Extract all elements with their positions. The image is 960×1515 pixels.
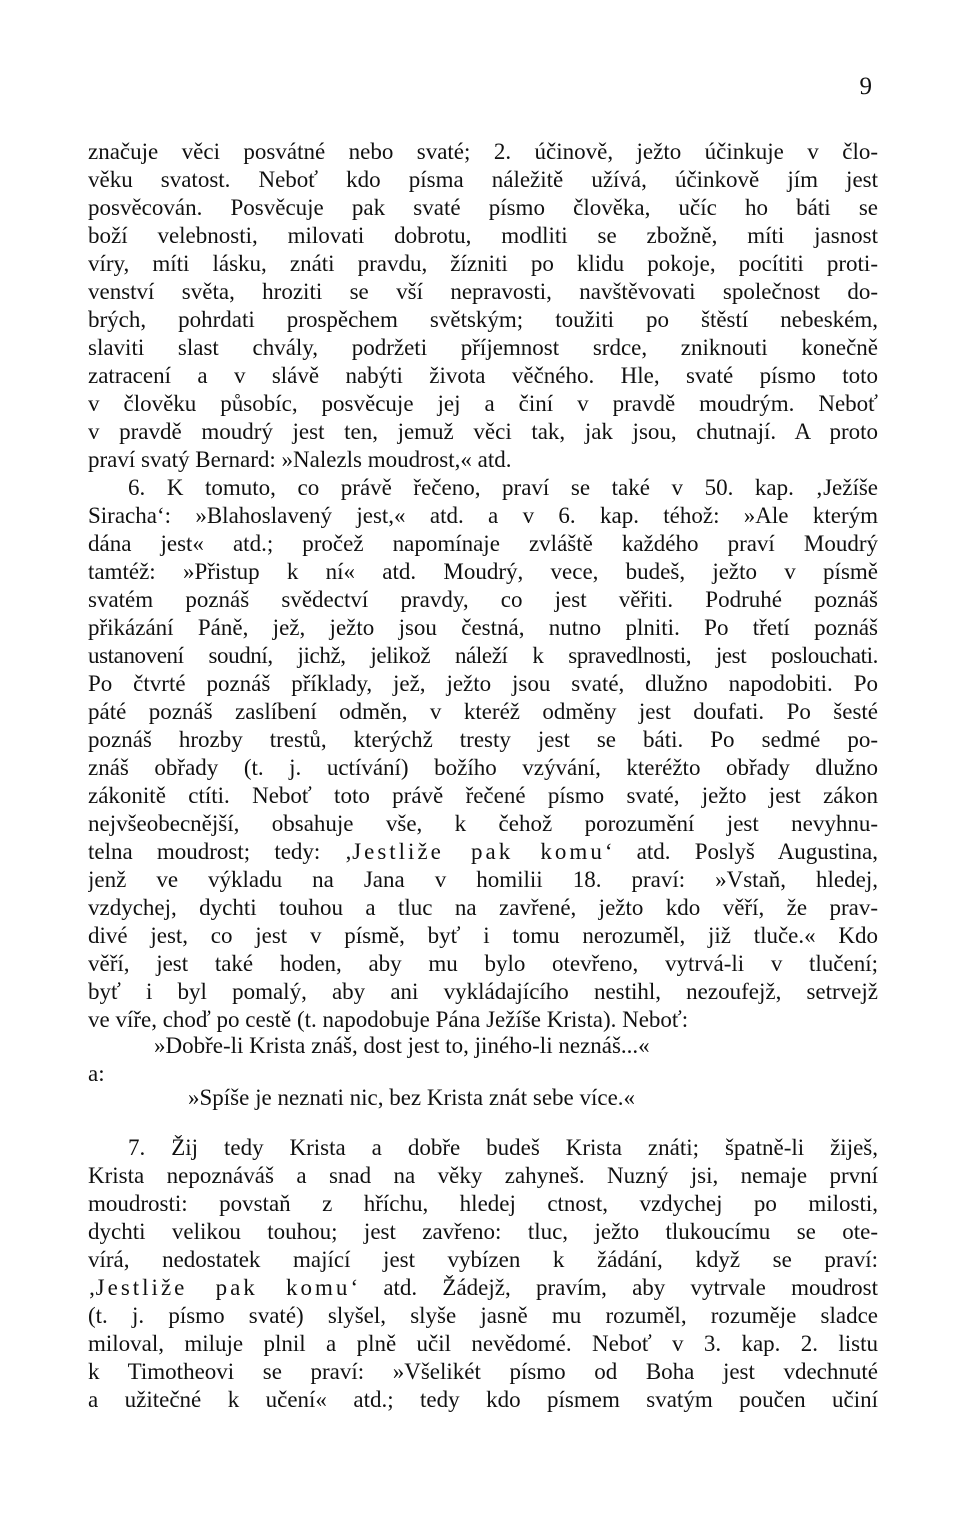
text-line: praví svatý Bernard: »Nalezls moudrost,« atd.: [88, 447, 512, 472]
text-line: poznáš hrozby trestů, kterýchž tresty jest se báti. Po sedmé po-: [88, 727, 878, 752]
paragraph-7: [88, 1134, 878, 1414]
text-line: jenž ve výkladu na Jana v homilii 18. praví: »Vstaň, hledej,: [88, 867, 878, 892]
main-text-block: [88, 138, 878, 1034]
text-line: byť i byl pomalý, aby ani vykládajícího nestihl, nezoufejž, setrvejž: [88, 979, 878, 1004]
verse-line: »Spíše je neznati nic, bez Krista znát sebe více.«: [188, 1085, 636, 1110]
text-line: ve víře, choď po cestě (t. napodobuje Pána Ježíše Krista). Neboť:: [88, 1007, 689, 1032]
text-line: slaviti slast chvály, podržeti příjemnost srdce, zniknouti konečně: [88, 335, 878, 360]
text-line: boží velebnosti, milovati dobrotu, modliti se zbožně, míti jasnost: [88, 223, 878, 248]
text-line: miloval, miluje plnil a plně učil nevědomé. Neboť v 3. kap. 2. listu: [88, 1331, 878, 1356]
text-line: nejvšeobecnější, obsahuje vše, k čehož porozumění jest nevyhnu-: [88, 811, 878, 836]
text-line: 7. Žij tedy Krista a dobře budeš Krista znáti; špatně-li žiješ,: [128, 1135, 878, 1160]
spaced-quote: Jestliže pak komu: [95, 1275, 351, 1300]
text-span: telna moudrost; tedy: ‚: [88, 839, 353, 864]
text-line: vírá, nedostatek mající jest vybízen k žádání, když se praví:: [88, 1247, 878, 1272]
text-line: značuje věci posvátné nebo svaté; 2. účinově, ježto účinkuje v člo-: [88, 139, 878, 164]
text-line: (t. j. písmo svaté) slyšel, slyše jasně mu rozuměl, rozuměje sladce: [88, 1303, 878, 1328]
spaced-quote: Jestliže pak komu: [352, 839, 605, 864]
text-line: ustanovení soudní, jichž, jelikož náleží k spravedlnosti, jest poslouchati.: [88, 643, 878, 668]
text-line: věku svatost. Neboť kdo písma náležitě užívá, účinkově jím jest: [88, 167, 878, 192]
page-number: 9: [859, 73, 872, 100]
text-line: Siracha‘: »Blahoslavený jest,« atd. a v 6. kap. téhož: »Ale kterým: [88, 503, 878, 528]
text-line: posvěcován. Posvěcuje pak svaté písmo člověka, učíc ho báti se: [88, 195, 878, 220]
text-line: Krista nepoznáváš a snad na věky zahyneš. Nuzný jsi, nemaje první: [88, 1163, 878, 1188]
text-line: znáš obřady (t. j. uctívání) božího vzývání, kteréžto obřady dlužno: [88, 755, 878, 780]
text-line: dychti velikou touhou; jest zavřeno: tluc, ježto tlukoucímu se ote-: [88, 1219, 878, 1244]
text-line: [88, 838, 878, 866]
text-line: přikázání Páně, jež, ježto jsou čestná, nutno plniti. Po třetí poznáš: [88, 615, 878, 640]
text-line: svatém poznáš svědectví pravdy, co jest věřiti. Podruhé poznáš: [88, 587, 878, 612]
text-line: [88, 1274, 878, 1302]
text-span: ‚: [88, 1275, 96, 1300]
text-line: v člověku působíc, posvěcuje jej a činí v pravdě moudrým. Neboť: [88, 391, 878, 416]
text-span: ‘ atd. Žádejž, pravím, aby vytrvale moudrost: [350, 1275, 878, 1300]
text-line: zatracení a v slávě nabýti života věčného. Hle, svaté písmo toto: [88, 363, 878, 388]
text-line: páté poznáš zaslíbení odměn, v kteréž odměny jest doufati. Po šesté: [88, 699, 878, 724]
verse-line: »Dobře-li Krista znáš, dost jest to, jiného-li neznáš...«: [154, 1033, 650, 1058]
text-line: víry, míti lásku, znáti pravdu, žízniti po klidu pokoje, pocítiti proti-: [88, 251, 878, 276]
text-line: k Timotheovi se praví: »Všelikét písmo od Boha jest vdechnuté: [88, 1359, 878, 1384]
text-line: a užitečné k učení« atd.; tedy kdo písmem svatým poučen učiní: [88, 1387, 878, 1412]
text-line: moudrosti: povstaň z hříchu, hledej ctnost, vzdychej po milosti,: [88, 1191, 878, 1216]
verse-quote-block: [88, 1024, 878, 1114]
text-line: vzdychej, dychti touhou a tluc na zavřené, ježto kdo věří, že prav-: [88, 895, 878, 920]
text-line: Po čtvrté poznáš příklady, jež, ježto jsou svaté, dlužno napodobiti. Po: [88, 671, 878, 696]
verse-a-label: a:: [88, 1061, 105, 1086]
text-line: 6. K tomuto, co právě řečeno, praví se také v 50. kap. ‚Ježíše: [128, 475, 878, 500]
text-span: ‘ atd. Poslyš Augustina,: [604, 839, 878, 864]
text-line: venství světa, hroziti se vší nepravosti, navštěvovati společnost do-: [88, 279, 878, 304]
text-line: zákonitě ctíti. Neboť toto právě řečené písmo svaté, ježto jest zákon: [88, 783, 878, 808]
text-line: dána jest« atd.; pročež napomínaje zvláště každého praví Moudrý: [88, 531, 878, 556]
text-line: tamtéž: »Přistup k ní« atd. Moudrý, vece, budeš, ježto v písmě: [88, 559, 878, 584]
text-line: brých, pohrdati prospěchem světským; toužiti po štěstí nebeském,: [88, 307, 878, 332]
text-line: věří, jest také hoden, aby mu bylo otevřeno, vytrvá-li v tlučení;: [88, 951, 878, 976]
text-line: v pravdě moudrý jest ten, jemuž věci tak, jak jsou, chutnají. A proto: [88, 419, 878, 444]
text-line: divé jest, co jest v písmě, byť i tomu nerozuměl, již tluče.« Kdo: [88, 923, 878, 948]
